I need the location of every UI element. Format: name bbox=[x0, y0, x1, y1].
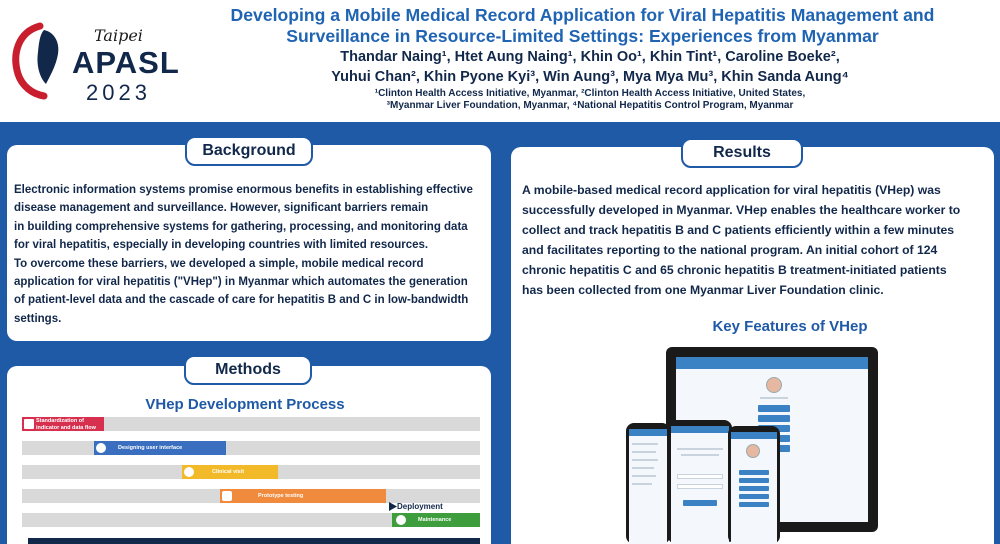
menu-button bbox=[739, 470, 769, 475]
phone-screen bbox=[731, 432, 777, 544]
app-bar bbox=[671, 426, 729, 433]
background-text bbox=[14, 181, 486, 328]
title-line: Developing a Mobile Medical Record Application for Viral Hepatitis Management and bbox=[230, 5, 935, 25]
gantt-bar-standardization bbox=[22, 417, 104, 431]
affiliation-line: ¹Clinton Health Access Initiative, Myanmar, ²Clinton Health Access Initiative, United States, bbox=[374, 88, 806, 99]
development-process-title: VHep Development Process bbox=[145, 396, 345, 413]
logo-city-text: Taipei bbox=[94, 26, 143, 45]
phone-mockup-login bbox=[668, 420, 732, 544]
text-line: of patient-level data and the cascade of care for hepatitis B and C in low-bandwidth bbox=[14, 294, 469, 307]
development-gantt-chart bbox=[22, 416, 482, 544]
authors-line: Thandar Naing¹, Htet Aung Naing¹, Khin Oo¹, Khin Tint¹, Caroline Boeke², bbox=[340, 49, 840, 65]
menu-button bbox=[739, 478, 769, 483]
text-line: chronic hepatitis C and 65 chronic hepatitis B treatment-initiated patients bbox=[522, 263, 947, 277]
title-line: Surveillance in Resource-Limited Settings: Experiences from Myanmar bbox=[286, 26, 879, 46]
gantt-bar-label: Clinical visit bbox=[212, 469, 245, 475]
doctor-avatar-icon bbox=[746, 444, 760, 458]
app-bar bbox=[731, 432, 777, 439]
text-line: application for viral hepatitis ("VHep") in Myanmar which automates the generation bbox=[14, 276, 468, 289]
login-button bbox=[683, 500, 717, 506]
affiliation-line: ³Myanmar Liver Foundation, Myanmar, ⁴National Hepatitis Control Program, Myanmar bbox=[386, 100, 794, 111]
text-line: successfully developed in Myanmar. VHep enables the healthcare worker to bbox=[522, 203, 961, 217]
logo-year-text: 2023 bbox=[86, 80, 151, 105]
methods-bottom-strip bbox=[28, 538, 480, 544]
gantt-bar-label: Prototype testing bbox=[258, 493, 304, 499]
affiliations bbox=[290, 88, 890, 112]
menu-button bbox=[758, 415, 790, 422]
authors bbox=[290, 47, 890, 87]
methods-heading: Methods bbox=[184, 355, 312, 385]
monitor-icon bbox=[95, 442, 107, 454]
text-line: disease management and surveillance. However, significant barriers remain bbox=[14, 202, 429, 215]
menu-line bbox=[632, 451, 656, 453]
poster-header bbox=[0, 0, 1000, 122]
poster-title bbox=[190, 5, 975, 47]
gantt-bar-label: Designing user interface bbox=[118, 445, 183, 451]
gantt-bar-label: Standardization of indicator and data flow bbox=[36, 418, 96, 431]
text-line: To overcome these barriers, we developed a simple, mobile medical record bbox=[14, 257, 424, 270]
menu-button bbox=[739, 486, 769, 491]
doctor-avatar-icon bbox=[766, 377, 782, 393]
text-line: in building comprehensive systems for gathering, processing, and monitoring data bbox=[14, 220, 468, 233]
text-line: for viral hepatitis, especially in developing countries with limited resources. bbox=[14, 239, 429, 252]
menu-button bbox=[739, 494, 769, 499]
gear-icon bbox=[395, 514, 407, 526]
menu-button bbox=[758, 405, 790, 412]
text-line: Electronic information systems promise enormous benefits in establishing effective bbox=[14, 184, 473, 196]
deployment-label: Deployment bbox=[397, 502, 443, 511]
gantt-row-track bbox=[22, 441, 480, 455]
document-icon bbox=[23, 418, 35, 430]
login-field bbox=[677, 474, 723, 479]
menu-line bbox=[632, 459, 658, 461]
phone-mockup-menu bbox=[626, 423, 670, 544]
gantt-bar-maintenance bbox=[392, 513, 480, 527]
password-field bbox=[677, 484, 723, 489]
text-line: settings. bbox=[14, 312, 62, 325]
text-line: and facilitates reporting to the national program. An initial cohort of 124 bbox=[522, 243, 938, 257]
gantt-bar-ui-design bbox=[94, 441, 226, 455]
app-bar bbox=[676, 357, 868, 369]
text-line: collect and track hepatitis B and C patients efficiently within a few minutes bbox=[522, 223, 955, 237]
divider bbox=[760, 397, 788, 399]
app-bar bbox=[629, 429, 667, 436]
phone-mockup-dashboard bbox=[728, 426, 780, 544]
key-features-title: Key Features of VHep bbox=[712, 318, 868, 335]
menu-line bbox=[632, 483, 652, 485]
background-heading: Background bbox=[185, 136, 313, 166]
title-line bbox=[681, 454, 719, 456]
menu-button bbox=[739, 502, 769, 507]
menu-line bbox=[632, 443, 658, 445]
apasl-logo bbox=[10, 18, 180, 110]
gantt-bar-prototype-testing bbox=[220, 489, 386, 503]
lightbulb-icon bbox=[183, 466, 195, 478]
logo-org-text: APASL bbox=[72, 45, 180, 80]
gantt-bar-clinical-visit bbox=[182, 465, 278, 479]
phone-icon bbox=[221, 490, 233, 502]
title-line bbox=[677, 448, 723, 450]
flag-icon bbox=[389, 502, 397, 511]
phone-screen bbox=[671, 426, 729, 544]
gantt-bar-label: Maintenance bbox=[418, 517, 452, 523]
results-heading: Results bbox=[681, 138, 803, 168]
menu-line bbox=[632, 467, 654, 469]
phone-screen bbox=[629, 429, 667, 544]
text-line: A mobile-based medical record application for viral hepatitis (VHep) was bbox=[522, 183, 941, 197]
authors-line: Yuhui Chan², Khin Pyone Kyi³, Win Aung³, Mya Mya Mu³, Khin Sanda Aung⁴ bbox=[331, 69, 849, 85]
results-text bbox=[522, 180, 972, 300]
menu-line bbox=[632, 475, 656, 477]
text-line: has been collected from one Myanmar Liver Foundation clinic. bbox=[522, 283, 884, 297]
taiwan-map-logo-icon bbox=[10, 20, 80, 100]
